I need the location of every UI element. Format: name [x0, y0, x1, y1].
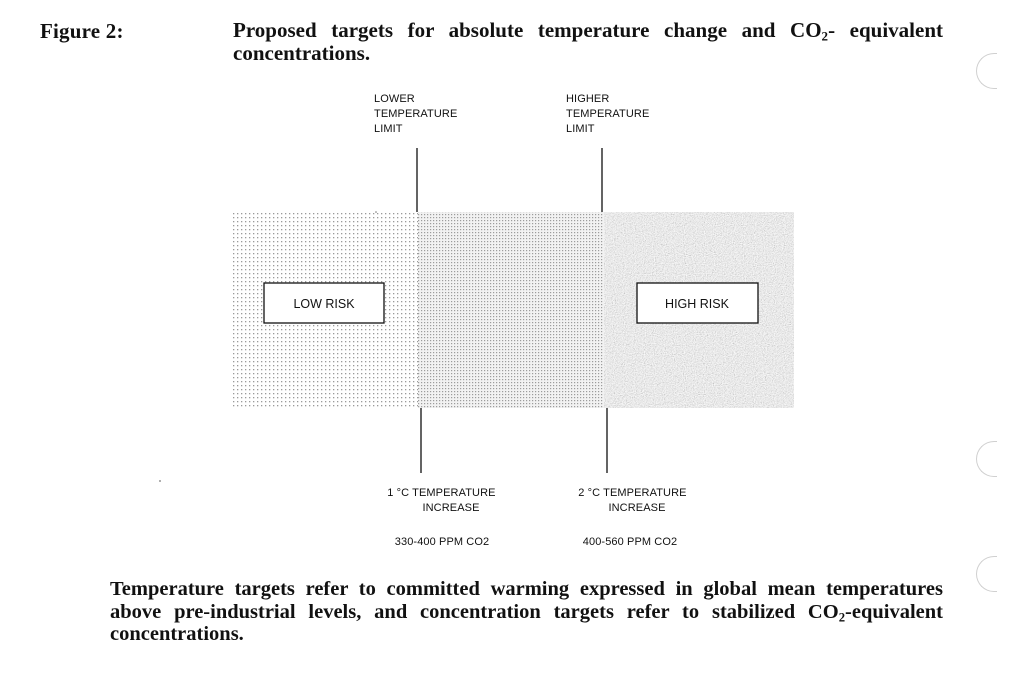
speck-mark [375, 211, 377, 213]
figure-caption [110, 578, 943, 646]
lower-limit-label: LOWER TEMPERATURE LIMIT [374, 93, 458, 135]
higher-limit-label: HIGHER TEMPERATURE LIMIT [566, 93, 650, 135]
caption-text-end: -equivalent concentrations. [110, 600, 943, 645]
caption-text: Temperature targets refer to committed warming expressed in global mean temperatures above pre-industrial levels, and concentration targets refer to stabilized CO [110, 578, 943, 623]
figure-title-line1: Proposed targets for absolute temperature change and CO [233, 18, 822, 42]
high-risk-label: HIGH RISK [665, 297, 729, 311]
high-risk-box [637, 283, 758, 323]
figure-title-line2: equivalent concentrations. [233, 18, 943, 65]
figure-label: Figure 2: [40, 19, 124, 43]
low-risk-box [264, 283, 384, 323]
figure-title-subscript: 2 [821, 28, 829, 44]
speck-mark [159, 480, 161, 482]
higher-increase-label: 2 °C TEMPERATURE INCREASE [578, 487, 687, 514]
lower-concentration-label: 330-400 PPM CO2 [394, 536, 490, 548]
low-risk-label: LOW RISK [293, 297, 355, 311]
lower-increase-label: 1 °C TEMPERATURE INCREASE [387, 487, 496, 514]
transition-zone [418, 212, 604, 408]
higher-concentration-label: 400-560 PPM CO2 [582, 536, 678, 548]
figure-title-hyphen: - [828, 18, 836, 42]
caption-subscript: 2 [838, 610, 846, 625]
